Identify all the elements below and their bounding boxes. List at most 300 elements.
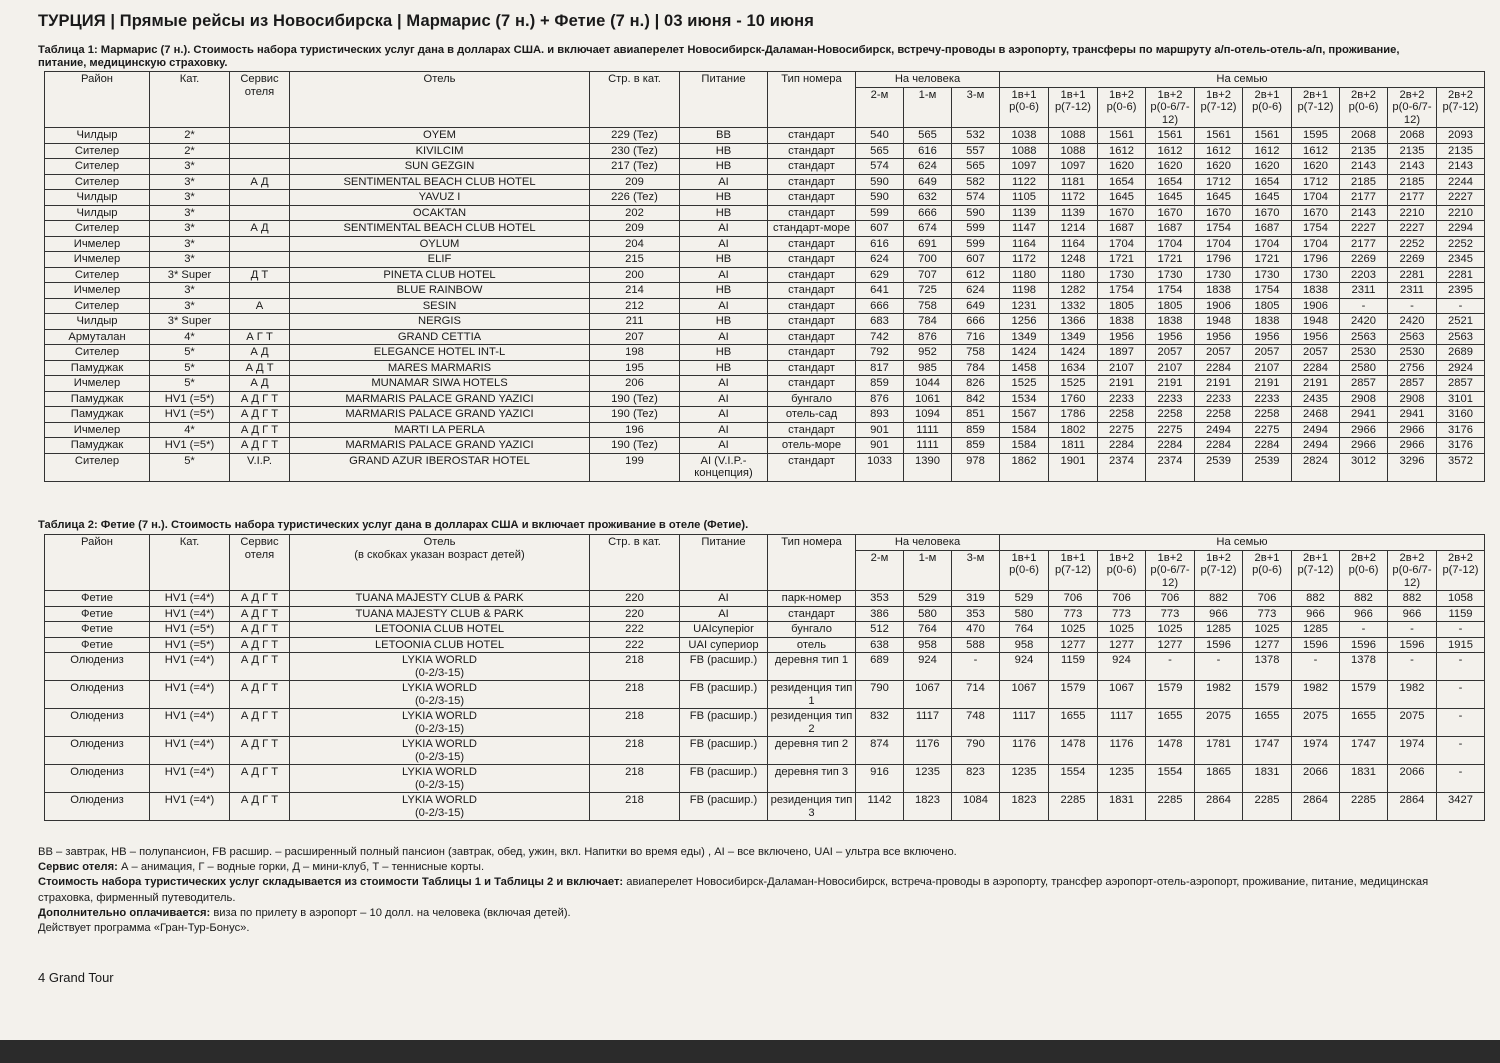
cell-district: Памуджак — [45, 438, 150, 454]
cell-room: отель-сад — [768, 407, 856, 423]
cell-price: 716 — [952, 329, 1000, 345]
table-row — [45, 236, 1485, 252]
cell-price: 2191 — [1243, 376, 1292, 392]
cell-price: 1366 — [1049, 314, 1098, 330]
cell-price: 1579 — [1049, 681, 1098, 709]
cell-page: 220 — [590, 591, 680, 607]
cell-page: 199 — [590, 453, 680, 481]
cell-price: 616 — [856, 236, 904, 252]
cell-price: 1760 — [1049, 391, 1098, 407]
cell-price: 1670 — [1292, 205, 1340, 221]
col-category: Кат. — [150, 535, 230, 591]
col-per-family: На семью — [1000, 72, 1485, 88]
cell-page: 222 — [590, 622, 680, 638]
cell-service: А Д Г Т — [230, 737, 290, 765]
hotel-name: LYKIA WORLD — [401, 654, 478, 666]
cell-price: 1906 — [1195, 298, 1243, 314]
col-category: Кат. — [150, 72, 230, 128]
cell-room: деревня тип 1 — [768, 653, 856, 681]
cell-hotel — [290, 267, 590, 283]
cell-meal: FB (расшир.) — [680, 681, 768, 709]
cell-price: 1704 — [1098, 236, 1146, 252]
cell-price: 2143 — [1340, 205, 1388, 221]
cell-meal: HB — [680, 360, 768, 376]
cell-price: 1838 — [1098, 314, 1146, 330]
col-sub-header: 1в+2 р(7-12) — [1195, 87, 1243, 128]
cell-price: 2258 — [1098, 407, 1146, 423]
cell-price: 2563 — [1388, 329, 1437, 345]
hotel-name: ELIF — [427, 253, 452, 265]
cell-price: 2285 — [1340, 793, 1388, 821]
cell-price: 2539 — [1243, 453, 1292, 481]
cell-price: 2494 — [1292, 422, 1340, 438]
cell-room: стандарт — [768, 252, 856, 268]
cell-hotel — [290, 391, 590, 407]
extra-note-text: виза по прилету в аэропорт – 10 долл. на человека (включая детей). — [210, 906, 571, 919]
cell-category: HV1 (=4*) — [150, 606, 230, 622]
cell-page: 218 — [590, 765, 680, 793]
cell-category: 3* Super — [150, 267, 230, 283]
cell-price: 580 — [904, 606, 952, 622]
cell-page: 200 — [590, 267, 680, 283]
cell-hotel — [290, 453, 590, 481]
cell-price: 817 — [856, 360, 904, 376]
cell-price: 3160 — [1437, 407, 1485, 423]
cell-price: 1620 — [1146, 159, 1195, 175]
cell-price: 599 — [952, 236, 1000, 252]
cell-category: HV1 (=5*) — [150, 438, 230, 454]
col-room: Тип номера — [768, 535, 856, 591]
cell-category: 3* — [150, 252, 230, 268]
cell-page: 206 — [590, 376, 680, 392]
cell-price: 1584 — [1000, 422, 1049, 438]
cell-price: 1256 — [1000, 314, 1049, 330]
cell-price: 773 — [1049, 606, 1098, 622]
cell-price: 1277 — [1098, 637, 1146, 653]
cell-price: 1478 — [1049, 737, 1098, 765]
cell-price: 901 — [856, 438, 904, 454]
cell-price: 590 — [856, 174, 904, 190]
cell-price: 2252 — [1437, 236, 1485, 252]
cell-page: 214 — [590, 283, 680, 299]
cell-price: 2864 — [1292, 793, 1340, 821]
cell-price: 529 — [904, 591, 952, 607]
hotel-name: LYKIA WORLD — [401, 682, 478, 694]
col-sub-header: 1в+1 р(7-12) — [1049, 87, 1098, 128]
cell-price: 2311 — [1340, 283, 1388, 299]
cell-price: 2494 — [1195, 422, 1243, 438]
cell-page: 190 (Tez) — [590, 438, 680, 454]
cell-hotel — [290, 737, 590, 765]
cell-price: 1712 — [1195, 174, 1243, 190]
cell-service: А Д Г Т — [230, 681, 290, 709]
cell-price: 2530 — [1340, 345, 1388, 361]
cell-price: 773 — [1243, 606, 1292, 622]
cell-room: стандарт — [768, 143, 856, 159]
cell-price: 1634 — [1049, 360, 1098, 376]
cell-price: 2284 — [1195, 360, 1243, 376]
cell-price: 2284 — [1292, 360, 1340, 376]
cell-district: Сителер — [45, 159, 150, 175]
cell-price: 1730 — [1292, 267, 1340, 283]
cell-price: 2233 — [1146, 391, 1195, 407]
cell-price: 3176 — [1437, 438, 1485, 454]
cell-price: 1088 — [1000, 143, 1049, 159]
page-footer: 4 Grand Tour — [38, 970, 114, 985]
cell-price: 1645 — [1098, 190, 1146, 206]
cell-price: 629 — [856, 267, 904, 283]
cell-room: стандарт — [768, 360, 856, 376]
cell-price: 2135 — [1437, 143, 1485, 159]
cell-price: 1214 — [1049, 221, 1098, 237]
hotel-name: NERGIS — [418, 315, 461, 327]
cell-price: 2966 — [1340, 438, 1388, 454]
cell-price: 706 — [1243, 591, 1292, 607]
cell-price: 1097 — [1000, 159, 1049, 175]
cell-service — [230, 143, 290, 159]
table-row — [45, 221, 1485, 237]
cell-price: 1235 — [1098, 765, 1146, 793]
cell-meal: HB — [680, 159, 768, 175]
cell-price: 649 — [952, 298, 1000, 314]
hotel-name: KIVILCIM — [415, 144, 464, 157]
cell-price: 1831 — [1098, 793, 1146, 821]
cell-price: 1754 — [1292, 221, 1340, 237]
cell-service — [230, 159, 290, 175]
cell-price: 978 — [952, 453, 1000, 481]
cell-price: 1088 — [1049, 128, 1098, 144]
cell-price: 700 — [904, 252, 952, 268]
cell-category: 3* — [150, 205, 230, 221]
col-sub-header: 1в+1 р(7-12) — [1049, 550, 1098, 591]
col-sub-header: 1в+2 р(0-6) — [1098, 550, 1146, 591]
cell-service — [230, 283, 290, 299]
cell-price: 1596 — [1292, 637, 1340, 653]
cell-meal: AI (V.I.P.-концепция) — [680, 453, 768, 481]
cell-hotel — [290, 252, 590, 268]
cell-hotel — [290, 314, 590, 330]
hotel-child-ages: (0-2/3-15) — [414, 806, 465, 819]
cell-price: 966 — [1388, 606, 1437, 622]
col-sub-header: 3-м — [952, 87, 1000, 128]
col-hotel-note: (в скобках указан возраст детей) — [354, 548, 525, 561]
cell-page: 190 (Tez) — [590, 391, 680, 407]
cell-price: 792 — [856, 345, 904, 361]
table-row — [45, 190, 1485, 206]
cell-price: 758 — [904, 298, 952, 314]
cell-price: 607 — [952, 252, 1000, 268]
cell-price: 1561 — [1098, 128, 1146, 144]
cell-price: 2689 — [1437, 345, 1485, 361]
cell-price: 706 — [1146, 591, 1195, 607]
cell-price: 666 — [952, 314, 1000, 330]
hotel-name: BLUE RAINBOW — [396, 284, 483, 296]
cell-price: 1655 — [1243, 709, 1292, 737]
col-district: Район — [45, 535, 150, 591]
cell-page: 215 — [590, 252, 680, 268]
cell-price: 1277 — [1049, 637, 1098, 653]
cell-price: 1424 — [1000, 345, 1049, 361]
cell-price: 607 — [856, 221, 904, 237]
cell-price: 859 — [952, 422, 1000, 438]
cell-price: 2966 — [1388, 422, 1437, 438]
cell-price: 916 — [856, 765, 904, 793]
cell-service — [230, 314, 290, 330]
cell-price: 2941 — [1388, 407, 1437, 423]
cell-price: 2281 — [1388, 267, 1437, 283]
cell-price: 2941 — [1340, 407, 1388, 423]
cell-price: 1180 — [1049, 267, 1098, 283]
cell-category: 3* — [150, 190, 230, 206]
cell-price: 1176 — [904, 737, 952, 765]
cell-room: стандарт — [768, 174, 856, 190]
col-sub-header: 2в+1 р(7-12) — [1292, 550, 1340, 591]
col-sub-header: 1-м — [904, 550, 952, 591]
cell-price: 1645 — [1195, 190, 1243, 206]
cell-price: 2294 — [1437, 221, 1485, 237]
cell-category: 3* — [150, 159, 230, 175]
cell-price: 966 — [1292, 606, 1340, 622]
table-row — [45, 453, 1485, 481]
cell-hotel — [290, 653, 590, 681]
table-row — [45, 606, 1485, 622]
table-row — [45, 128, 1485, 144]
col-meal: Питание — [680, 535, 768, 591]
col-sub-header: 2в+1 р(7-12) — [1292, 87, 1340, 128]
cell-price: 1025 — [1049, 622, 1098, 638]
cell-price: 2143 — [1437, 159, 1485, 175]
cell-price: 1561 — [1243, 128, 1292, 144]
cell-price: 1596 — [1388, 637, 1437, 653]
hotel-name: TUANA MAJESTY CLUB & PARK — [355, 592, 524, 604]
cell-meal: AI — [680, 236, 768, 252]
cell-price: 1584 — [1000, 438, 1049, 454]
cell-page: 196 — [590, 422, 680, 438]
cell-page: 204 — [590, 236, 680, 252]
hotel-name: TUANA MAJESTY CLUB & PARK — [355, 607, 524, 620]
cell-service — [230, 236, 290, 252]
service-legend-label: Сервис отеля: — [38, 861, 118, 874]
col-per-person: На человека — [856, 72, 1000, 88]
cell-page: 218 — [590, 709, 680, 737]
cell-category: 5* — [150, 453, 230, 481]
cell-price: 2143 — [1340, 159, 1388, 175]
cell-district: Сителер — [45, 345, 150, 361]
cell-price: 1754 — [1146, 283, 1195, 299]
cell-price: 1730 — [1146, 267, 1195, 283]
cell-price: 2285 — [1049, 793, 1098, 821]
cell-room: стандарт — [768, 606, 856, 622]
cell-service: А Д Г Т — [230, 622, 290, 638]
cell-hotel — [290, 422, 590, 438]
cell-price: 1277 — [1243, 637, 1292, 653]
cell-price: 859 — [952, 438, 1000, 454]
cell-price: - — [1437, 737, 1485, 765]
cell-price: 882 — [1292, 591, 1340, 607]
cost-note — [38, 875, 1458, 905]
cell-category: 3* — [150, 298, 230, 314]
cell-price: 2191 — [1146, 376, 1195, 392]
cell-price: 1620 — [1195, 159, 1243, 175]
cell-price: 2057 — [1292, 345, 1340, 361]
cell-price: 1231 — [1000, 298, 1049, 314]
cell-price: 1612 — [1195, 143, 1243, 159]
cell-price: 1730 — [1195, 267, 1243, 283]
cell-price: 1378 — [1243, 653, 1292, 681]
cell-price: 2143 — [1388, 159, 1437, 175]
col-sub-header: 2в+2 р(0-6) — [1340, 550, 1388, 591]
cell-room: отель-море — [768, 438, 856, 454]
cell-price: 599 — [856, 205, 904, 221]
cell-price: 1747 — [1340, 737, 1388, 765]
cell-price: 1612 — [1098, 143, 1146, 159]
cell-district: Чилдыр — [45, 314, 150, 330]
cell-price: 2284 — [1098, 438, 1146, 454]
cell-price: - — [1388, 298, 1437, 314]
table-row — [45, 709, 1485, 737]
cell-service — [230, 252, 290, 268]
extra-note — [38, 906, 1458, 921]
cell-price: 2284 — [1243, 438, 1292, 454]
table-row — [45, 793, 1485, 821]
cell-page: 220 — [590, 606, 680, 622]
cell-price: 1655 — [1340, 709, 1388, 737]
cell-price: 1730 — [1098, 267, 1146, 283]
cell-price: 1796 — [1195, 252, 1243, 268]
cell-district: Памуджак — [45, 360, 150, 376]
cell-price: - — [952, 653, 1000, 681]
col-sub-header: 1в+2 р(7-12) — [1195, 550, 1243, 591]
cell-category: HV1 (=5*) — [150, 391, 230, 407]
cell-price: 1122 — [1000, 174, 1049, 190]
cell-category: 3* — [150, 236, 230, 252]
cell-page: 230 (Tez) — [590, 143, 680, 159]
cell-price: 882 — [1195, 591, 1243, 607]
cell-price: 1620 — [1243, 159, 1292, 175]
col-room: Тип номера — [768, 72, 856, 128]
cell-price: 2258 — [1146, 407, 1195, 423]
cell-price: 1159 — [1049, 653, 1098, 681]
cell-room: стандарт-море — [768, 221, 856, 237]
cell-price: 725 — [904, 283, 952, 299]
cell-hotel — [290, 793, 590, 821]
cell-price: 706 — [1049, 591, 1098, 607]
cell-price: 3101 — [1437, 391, 1485, 407]
hotel-name: SENTIMENTAL BEACH CLUB HOTEL — [343, 222, 536, 234]
cell-price: 876 — [856, 391, 904, 407]
cell-price: 924 — [1098, 653, 1146, 681]
hotel-name: PINETA CLUB HOTEL — [383, 268, 496, 281]
col-sub-header: 2-м — [856, 550, 904, 591]
cell-price: 1181 — [1049, 174, 1098, 190]
cell-room: стандарт — [768, 376, 856, 392]
cell-price: 1612 — [1146, 143, 1195, 159]
cell-page: 209 — [590, 221, 680, 237]
cell-price: 1596 — [1340, 637, 1388, 653]
col-district: Район — [45, 72, 150, 128]
cell-district: Памуджак — [45, 391, 150, 407]
cell-price: 2864 — [1388, 793, 1437, 821]
cell-meal: AI — [680, 267, 768, 283]
cell-district: Чилдыр — [45, 190, 150, 206]
col-hotel-label: Отель — [423, 536, 456, 548]
cell-hotel — [290, 591, 590, 607]
cell-price: 580 — [1000, 606, 1049, 622]
cell-price: 1596 — [1195, 637, 1243, 653]
cell-price: 1105 — [1000, 190, 1049, 206]
cell-service: А Д Г Т — [230, 653, 290, 681]
hotel-name: MARES MARMARIS — [387, 361, 492, 374]
cell-price: 1754 — [1098, 283, 1146, 299]
cell-price: 2908 — [1388, 391, 1437, 407]
cell-price: 2210 — [1437, 205, 1485, 221]
cell-price: 1712 — [1292, 174, 1340, 190]
cell-category: HV1 (=4*) — [150, 793, 230, 821]
cell-price: 2068 — [1388, 128, 1437, 144]
cell-service: А Д Г Т — [230, 391, 290, 407]
cell-hotel — [290, 407, 590, 423]
cell-price: 1390 — [904, 453, 952, 481]
hotel-name: MARMARIS PALACE GRAND YAZICI — [345, 439, 534, 451]
cell-hotel — [290, 329, 590, 345]
cell-hotel — [290, 236, 590, 252]
col-sub-header: 1в+2 р(0-6) — [1098, 87, 1146, 128]
cell-price: 1838 — [1146, 314, 1195, 330]
cell-price: 666 — [856, 298, 904, 314]
cell-room: стандарт — [768, 159, 856, 175]
cell-price: 2275 — [1146, 422, 1195, 438]
cell-price: 2281 — [1437, 267, 1485, 283]
cell-service: А Д — [230, 221, 290, 237]
cell-price: 1704 — [1243, 236, 1292, 252]
cell-price: 1956 — [1292, 329, 1340, 345]
cell-district: Фетие — [45, 637, 150, 653]
cell-category: 4* — [150, 422, 230, 438]
table-row — [45, 298, 1485, 314]
cell-price: 683 — [856, 314, 904, 330]
cell-room: стандарт — [768, 236, 856, 252]
col-per-person: На человека — [856, 535, 1000, 551]
cell-price: 1982 — [1195, 681, 1243, 709]
cell-price: 1561 — [1146, 128, 1195, 144]
cell-meal: UAI супериор — [680, 637, 768, 653]
cell-price: 1033 — [856, 453, 904, 481]
cell-price: 764 — [904, 622, 952, 638]
cell-price: 966 — [1195, 606, 1243, 622]
cell-hotel — [290, 681, 590, 709]
hotel-child-ages: (0-2/3-15) — [414, 778, 465, 791]
cell-price: 1704 — [1195, 236, 1243, 252]
table-row — [45, 205, 1485, 221]
cell-room: стандарт — [768, 190, 856, 206]
cell-price: 1838 — [1195, 283, 1243, 299]
cell-price: 2258 — [1195, 407, 1243, 423]
cell-price: - — [1340, 298, 1388, 314]
cell-price: 2107 — [1243, 360, 1292, 376]
col-sub-header: 2в+2 р(7-12) — [1437, 87, 1485, 128]
cell-price: 612 — [952, 267, 1000, 283]
col-sub-header: 2в+2 р(0-6/7-12) — [1388, 87, 1437, 128]
col-page: Стр. в кат. — [590, 535, 680, 591]
table-row — [45, 376, 1485, 392]
hotel-name: LYKIA WORLD — [401, 794, 478, 806]
cell-price: 1704 — [1292, 236, 1340, 252]
cell-price: 2107 — [1098, 360, 1146, 376]
cell-price: 590 — [952, 205, 1000, 221]
cell-price: 842 — [952, 391, 1000, 407]
cell-hotel — [290, 159, 590, 175]
cell-price: 876 — [904, 329, 952, 345]
